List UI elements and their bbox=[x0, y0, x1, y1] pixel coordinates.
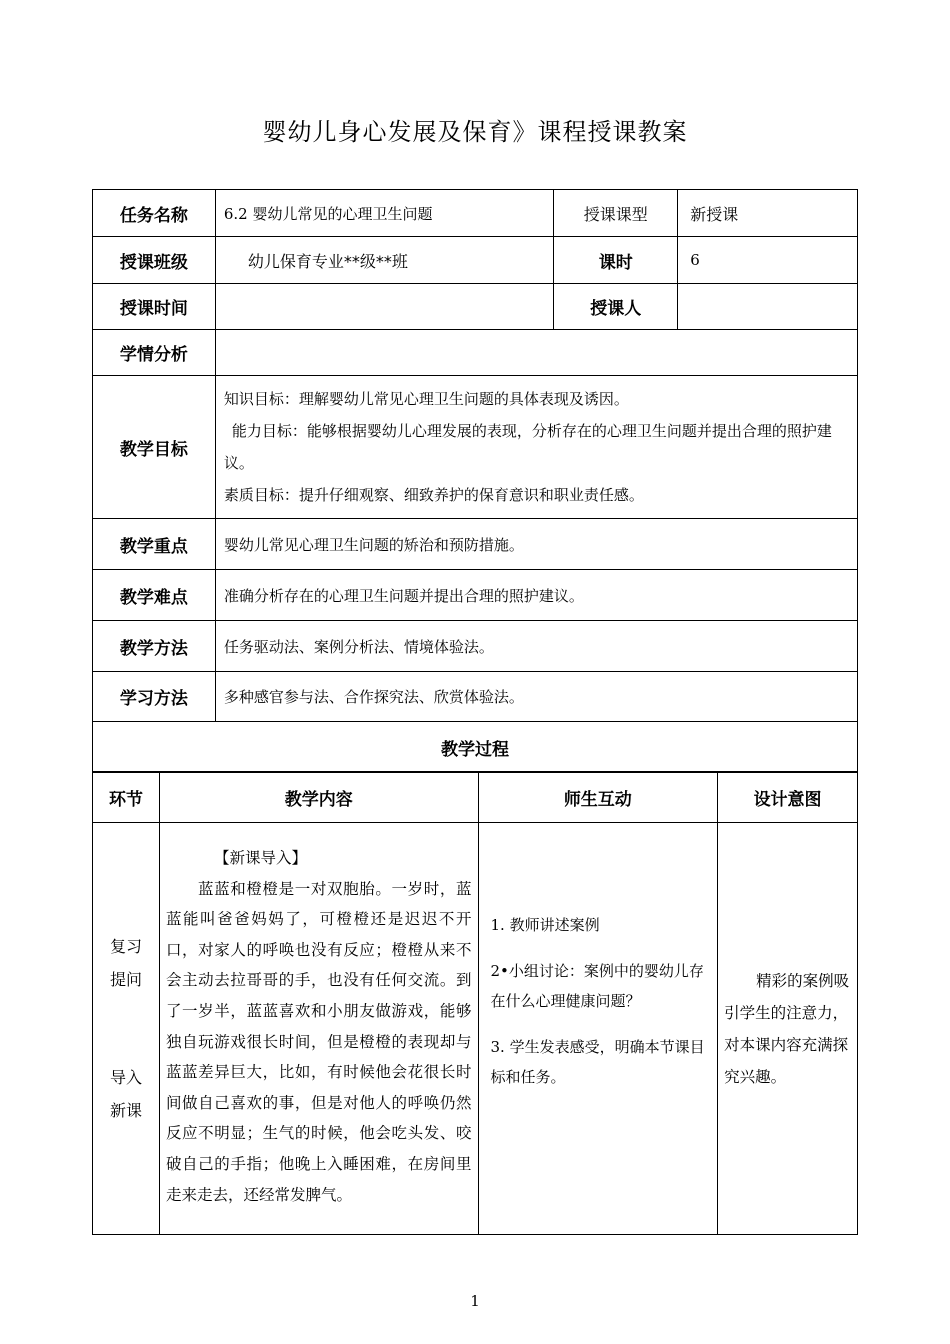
lesson-type-value: 新授课 bbox=[678, 190, 858, 237]
learning-methods-value: 多种感官参与法、合作探究法、欣赏体验法。 bbox=[215, 672, 857, 722]
segment-intro: 导入新课 bbox=[109, 1068, 142, 1120]
header-segment: 环节 bbox=[93, 772, 160, 823]
time-label: 授课时间 bbox=[93, 284, 216, 330]
knowledge-goal: 知识目标：理解婴幼儿常见心理卫生问题的具体表现及诱因。 bbox=[223, 390, 629, 408]
methods-label: 教学方法 bbox=[93, 621, 216, 672]
key-points-label: 教学重点 bbox=[93, 519, 216, 570]
content-cell bbox=[159, 823, 478, 1235]
hours-value: 6 bbox=[678, 237, 858, 284]
interaction-step-1: 1. 教师讲述案例 bbox=[490, 915, 600, 934]
interaction-cell bbox=[478, 823, 718, 1235]
difficulties-value: 准确分析存在的心理卫生问题并提出合理的照护建议。 bbox=[215, 570, 857, 621]
header-intent: 设计意图 bbox=[718, 772, 858, 823]
ability-goal: 能力目标：能够根据婴幼儿心理发展的表现，分析存在的心理卫生问题并提出合理的照护建议。 bbox=[223, 422, 832, 472]
class-label: 授课班级 bbox=[93, 237, 216, 284]
process-table bbox=[92, 771, 858, 1235]
methods-value: 任务驱动法、案例分析法、情境体验法。 bbox=[215, 621, 857, 672]
segment-review: 复习提问 bbox=[109, 937, 142, 989]
teacher-label: 授课人 bbox=[554, 284, 678, 330]
analysis-label: 学情分析 bbox=[93, 330, 216, 376]
task-name-label: 任务名称 bbox=[93, 190, 216, 237]
analysis-value bbox=[215, 330, 857, 376]
header-interaction: 师生互动 bbox=[478, 772, 718, 823]
header-content: 教学内容 bbox=[159, 772, 478, 823]
content-heading: 【新课导入】 bbox=[213, 849, 307, 867]
lesson-info-table bbox=[92, 189, 858, 773]
goals-label: 教学目标 bbox=[93, 376, 216, 519]
quality-goal: 素质目标：提升仔细观察、细致养护的保育意识和职业责任感。 bbox=[223, 486, 644, 504]
intent-cell: 精彩的案例吸引学生的注意力，对本课内容充满探究兴趣。 bbox=[718, 823, 858, 1235]
task-name-value: 6.2 婴幼儿常见的心理卫生问题 bbox=[215, 190, 554, 237]
document-title: 婴幼儿身心发展及保育》课程授课教案 bbox=[262, 118, 688, 146]
process-title: 教学过程 bbox=[93, 722, 858, 773]
content-body: 蓝蓝和橙橙是一对双胞胎。一岁时，蓝蓝能叫爸爸妈妈了，可橙橙还是迟迟不开口，对家人的呼唤也没有反应；橙橙从来不会主动去拉哥哥的手，也没有任何交流。到了一岁半，蓝蓝喜欢和小朋友做游戏，能够独自玩游戏很长时间，但是橙橙的表现却与蓝蓝差异巨大，比如，有时候他会花很长时间做自己喜欢的事，但是对他人的呼唤仍然反应不明显；生气的时候，他会吃头发、咬破自己的手指；他晚上入睡困难，在房间里走来走去，还经常发脾气。 bbox=[165, 879, 472, 1204]
difficulties-label: 教学难点 bbox=[93, 570, 216, 621]
page-number: 1 bbox=[470, 1292, 480, 1310]
class-value: 幼儿保育专业**级**班 bbox=[215, 237, 554, 284]
lesson-type-label: 授课课型 bbox=[554, 190, 678, 237]
segment-cell bbox=[93, 823, 160, 1235]
interaction-step-2: 2•小组讨论：案例中的婴幼儿存在什么心理健康问题？ bbox=[490, 961, 704, 1010]
interaction-step-3: 3. 学生发表感受，明确本节课目标和任务。 bbox=[490, 1037, 705, 1086]
learning-methods-label: 学习方法 bbox=[93, 672, 216, 722]
goals-content bbox=[215, 376, 857, 519]
time-value bbox=[215, 284, 554, 330]
hours-label: 课时 bbox=[554, 237, 678, 284]
teacher-value bbox=[678, 284, 858, 330]
key-points-value: 婴幼儿常见心理卫生问题的矫治和预防措施。 bbox=[215, 519, 857, 570]
